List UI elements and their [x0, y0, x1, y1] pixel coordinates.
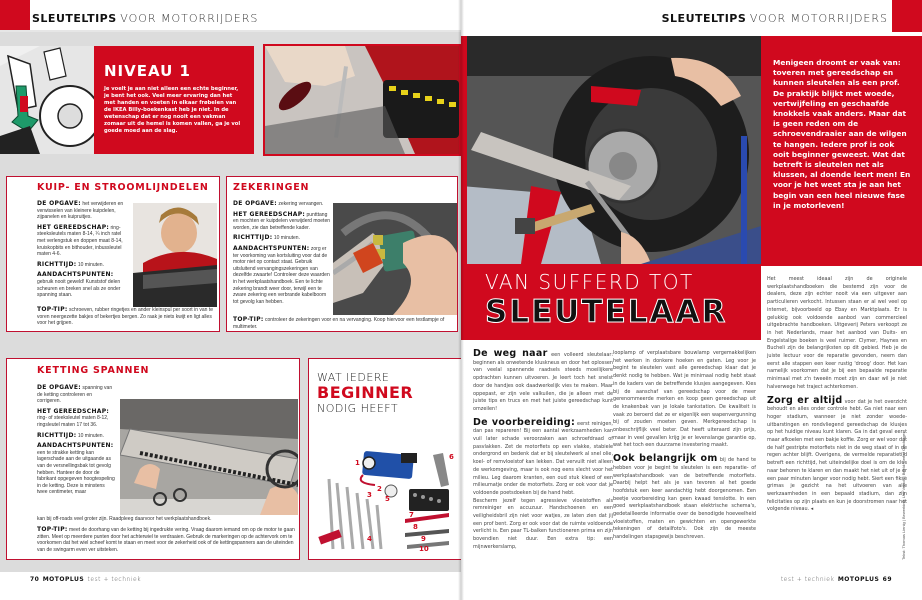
paragraph	[473, 416, 613, 498]
tool-number-6: 6	[449, 453, 454, 461]
time-label: RICHTTIJD:	[233, 234, 273, 242]
task-text: spanning van de ketting controleren en corrigeren.	[37, 385, 113, 405]
page-number: 70	[30, 576, 40, 583]
paragraph-lead: Zorg er altijd	[767, 394, 843, 406]
tool-number-5: 5	[385, 495, 390, 503]
fuses-text	[233, 197, 333, 305]
fuses-attention	[233, 246, 333, 305]
level-title: NIVEAU 1	[104, 62, 191, 80]
tools-label: HET GEREEDSCHAP:	[233, 210, 306, 218]
hero-photo	[461, 36, 761, 264]
time-text: 10 minuten.	[273, 235, 300, 242]
paragraph-text: Bescherm jezelf tegen agressieve vloeistoffen als remreiniger en accuzuur. Handschoenen en een veiligheidsbril zijn niet voor watjes, ze laten zien dat jij een prof bent. Zorg er ook voor dat de ruimte voldoende verlicht is. Een paar TL-balken functioneren prima en zijn bovendien niet duur. Een extra tip: een mijnwerkerslamp,	[473, 497, 613, 550]
fairing-toptip	[37, 307, 217, 327]
toptip-label: TOP-TIP:	[233, 316, 264, 323]
task-label: DE OPGAVE:	[37, 200, 81, 207]
task-text: het verwijderen en verwisselen van kleinere kuipdelen, zijpanelen en kuipruitjes.	[37, 201, 124, 221]
toptip-text: controleer de zekeringen voor en na vervanging. Koop hiervoor een testlampje of multimeter.	[233, 317, 445, 330]
level-text: Je voelt je aan niet alleen een echte beginner, je bent het ook. Veel meer ervaring dan het met handen en voeten in elkaar frøbelen van de IKEA Billy-boekenkast heb je niet. In de wetenschap dat er nog nooit een vakman zomaar uit de hemel is komen vallen, ga je vol goede moed aan de slag.	[104, 86, 241, 134]
fairing-tools	[37, 225, 127, 258]
tools-text: puntttang en mochten er kuipdelen verwijderd moeten worden, zie dan betreffende kader.	[233, 211, 330, 231]
paragraph-text: Het meest ideaal zijn de originele werkplaatshandboeken die bestemd zijn voor de dealers, deze zijn echter nooit via een uitgever aan particulieren verkocht. Intussen staan er al wel veel op internet, bijvoorbeeld op Ebay en Marktplaats. Er is gelukkig ook voldoende aanbod van commercieel uitgebrachte handboeken. Uitgeverij Peters verkoopt ze in het Nederlands, maar het aanbod van Duits- en Engelstalige boeken is veel ruimer. Clymer, Haynes en Bucheli zijn de belangrijksten op dit gebied. Heb je de juiste lectuur voor de reparatie gevonden, neem dan eerst alle stappen een keer rustig 'droog' door. Het kan namelijk voorkomen dat je bij een bepaalde reparatie minimaal met z'n tweeën moet zijn en daar wil je niet halverwege het traject achterkomen.	[767, 276, 907, 390]
tool-number-10: 10	[419, 545, 429, 553]
toptip-text: schroeven, rubber ringetjes en ander kleinspul per soort in van te voren neergezette bakjes of bekertjes bergen. Zo raak je niets kwijt en ligt alles voor het grijpen.	[37, 307, 213, 327]
paragraph	[473, 350, 613, 414]
tools-text: ring- of steeksleutel maten 8-12, ringsleutel maten 17 tot 36.	[37, 415, 109, 428]
header-title-bold: SLEUTELTIPS	[32, 12, 117, 25]
right-header	[461, 0, 922, 32]
chain-title: KETTING SPANNEN	[37, 365, 150, 376]
attention-label: AANDACHTSPUNTEN:	[233, 244, 310, 252]
time-label: RICHTTIJD:	[37, 431, 77, 439]
fuses-task	[233, 201, 333, 208]
task-label: DE OPGAVE:	[233, 200, 277, 207]
tool-number-2: 2	[377, 485, 382, 493]
tool-number-8: 8	[413, 523, 418, 531]
tools-label: HET GEREEDSCHAP:	[37, 407, 110, 415]
time-text: 10 minuten.	[77, 261, 104, 268]
paragraph-text: voor dat je het overzicht behoudt en alles onder controle hebt. Ga niet naar een hoger stadium, wanneer je niet zonder woede-uitbarstingen en rondvliegend gereedschap de klusjes op het huidige niveau kunt klaren. Ga in dat geval eerst maar afkoelen met een bakje koffie. Zorg er wel voor dat de half gestripte motorfiets niet in de weg staat of in de regen achter blijft. Overigens, de vermelde reparatietijd betreft een richttijd, het uiteindelijke doel is om de klus naar behoren te klaren en dan maakt het niet uit of je er een paar minuten langer voor nodig hebt. Siert een fikse grimas je gezicht na het uitvoeren van alle werkzaamheden in een bepaald stadium, dan zijn felicitaties op zijn plaats en kun je doorstromen naar het volgende niveau. ◂	[767, 398, 907, 513]
tools-label: HET GEREEDSCHAP:	[37, 223, 110, 231]
tools-illustration	[315, 449, 455, 557]
chain-tools	[37, 409, 115, 429]
intro-box	[761, 36, 922, 266]
task-label: DE OPGAVE:	[37, 384, 81, 391]
left-header	[0, 0, 461, 32]
header-title	[32, 12, 258, 25]
beginner-box	[308, 358, 461, 560]
right-page	[461, 0, 922, 600]
attention-text: gebruik nooit geweld! Kunststof delen scheuren en breken snel als ze onder spanning staan.	[37, 278, 121, 299]
paragraph-text: eerst reinigen, dan pas repareren! Bij een aantal werkzaamheden kan vuil later schade veroorzaken aan schroefdraad of pasvlakken. Zet de motorfiets op een vlakke, stabiele ondergrond en bedenk dat er bij sleutelwerk al snel olie, koel- of remvloeistof kan lekken. Dat vervuilt niet alleen de werkomgeving, maar is ook nog eens slecht voor het milieu. Leg daarom kranten, een oud stuk kleed of een milieumatje onder de motorfiets. Zorg er ook voor dat je voldoende poetsdoeken bij de hand hebt.	[473, 420, 613, 496]
toptip-label: TOP-TIP:	[37, 526, 68, 533]
fuses-title: ZEKERINGEN	[233, 182, 310, 193]
fuses-photo	[333, 203, 457, 315]
paragraph	[613, 350, 756, 450]
paragraph	[767, 394, 907, 515]
article-column-3	[767, 276, 907, 519]
fairing-text	[37, 197, 127, 299]
left-folio	[30, 576, 141, 583]
section-name: test + techniek	[780, 576, 835, 583]
paragraph	[473, 498, 613, 552]
article-column-1	[473, 350, 613, 557]
chain-task	[37, 385, 115, 405]
attention-label: AANDACHTSPUNTEN:	[37, 442, 114, 450]
chain-time	[37, 433, 115, 440]
page-spine	[458, 0, 464, 600]
credits-text: Tekst: Thomas Lienig | Bewerking: Leif Vetsch | Beeld: Bernd Olschlager	[901, 431, 906, 560]
magazine-name: MOTOPLUS	[42, 576, 85, 583]
header-red-tab	[0, 0, 30, 32]
fairing-photo	[133, 203, 217, 307]
fuses-box	[226, 176, 458, 332]
tools-text: ring-steeksleutels maten 8-14, ¼ inch ratel met verlengstuk en doppen maat 8-14, kruiskopbits en bithouder, inbussleutel maten 4-6.	[37, 224, 123, 258]
time-label: RICHTTIJD:	[37, 260, 77, 268]
header-title-thin: VOOR MOTORRIJDERS	[120, 12, 259, 25]
fuses-time	[233, 235, 333, 242]
level-illustration	[0, 46, 96, 154]
attention-text: een te strakke ketting kan lagerschade aan de uitgaande as van de versnellingsbak tot gevolg hebben. Hanteer de door de fabrikant opgegeven hoogtespeling in de ketting. Deze is minstens twee centimeter, maar	[37, 449, 115, 496]
article-title-line1: VAN SUFFERD TOT	[485, 270, 694, 294]
paragraph-text: een volleerd sleutelaar: beginnen als onwetende kluskneus en door het oplossen van veelal spannende raadsels steeds moeilijkere opdrachten kunnen uitvoeren. Je leert toch het snelst door de handjes ook daadwerkelijk vies te maken. Maar oppepast, er zijn vele valkuilen, die je alleen met de juiste tips en trucs en met het juiste gereedschap kunt omzeilen!	[473, 352, 613, 412]
paragraph-text: bij de hand te hebben voor je begint te sleutelen is een reparatie- of werkplaatshandboek van de betreffende motorfiets. Daarbij helpt het als je van tevoren al het goede hoofdstuk een keer aandachtig hebt doorgenomen. Een beetje voorbereiding kan geen kwaad tenslotte. In een goed werkplaatshandboek staan elektrische schema's, gedetailleerde informatie over de benodigde hoeveelheid vloeistoffen, maten en gewichten en opengewerkte tekeningen of detailfoto's. Ook zijn de meeste handelingen stapsgewijs beschreven.	[613, 457, 756, 541]
tool-number-7: 7	[409, 511, 414, 519]
fairing-title: KUIP- EN STROOMLIJNDELEN	[37, 182, 209, 193]
paragraph-lead: Ook belangrijk om	[613, 453, 718, 465]
battery-photo	[263, 44, 461, 156]
chain-box	[6, 358, 300, 560]
right-folio	[781, 576, 892, 583]
header-title-thin: VOOR MOTORRIJDERS	[749, 12, 888, 25]
chain-text	[37, 381, 115, 496]
paragraph	[767, 276, 907, 392]
beginner-line2: BEGINNER	[317, 383, 414, 402]
beginner-line1: WAT IEDERE	[317, 371, 390, 384]
page-number: 69	[882, 576, 892, 583]
fuses-toptip	[233, 317, 453, 330]
header-title	[662, 12, 888, 25]
tool-number-9: 9	[421, 535, 426, 543]
toptip-label: TOP-TIP:	[37, 306, 68, 313]
intro-text: Menigeen droomt er vaak van: toveren met gereedschap en kunnen sleutelen als een prof. De praktijk blijkt met woede, vertwijfeling en geschaafde knokkels vaak anders. Maar dat is geen reden om de schroevendraaier aan de wilgen te hangen. Iedere prof is ook ooit beginner geweest. Wat dat betreft is sleutelen net als klussen, al doende leert men! En voor je het weet sta je aan het begin van een heel nieuwe fase in je motorleven!	[773, 58, 911, 210]
paragraph	[613, 455, 756, 542]
paragraph-lead: De weg naar	[473, 348, 548, 359]
article-title-line2: SLEUTELAAR	[485, 294, 728, 330]
toptip-text: meet de doorhang van de ketting bij ingedrukte vering. Vraag daarom iemand om op de motor te gaan zitten. Meet op meerdere punten door het achterwiel te verdraaien. Gebruik de markeringen op de achtervork om te voorkomen dat het wiel scheef komt te staan en meet voor de zekerheid ook of de kettingspanners aan de uiteinden van de swingarm even ver uitsteken.	[37, 527, 295, 553]
task-text: zekering vervangen.	[278, 201, 324, 207]
fairing-task	[37, 201, 127, 221]
chain-toptip	[37, 527, 299, 553]
time-text: 10 minuten.	[77, 432, 104, 439]
fuses-tools	[233, 212, 333, 232]
fairing-box	[6, 176, 220, 332]
attention-label: AANDACHTSPUNTEN:	[37, 271, 114, 279]
photo-credits	[901, 431, 909, 560]
section-name: test + techniek	[87, 576, 142, 583]
magazine-name: MOTOPLUS	[837, 576, 880, 583]
chain-photo	[120, 399, 298, 515]
chain-attention-continued: kan bij off-roads veel groter zijn. Raadpleeg daarvoor het werkplaatshandboek.	[37, 516, 212, 522]
beginner-line3: NODIG HEEFT	[317, 402, 399, 415]
level-box	[94, 46, 254, 154]
article-column-2	[613, 350, 756, 547]
tool-number-3: 3	[367, 491, 372, 499]
header-title-bold: SLEUTELTIPS	[661, 12, 747, 25]
paragraph-lead: De voorbereiding:	[473, 416, 576, 428]
chain-attention	[37, 443, 115, 496]
tool-number-1: 1	[355, 459, 360, 467]
paragraph-text: looplamp of verplaatsbare bouwlamp vergemakkelijken het werken in donkere hoeken en gaten. Leg voor je begint te sleutelen vast alle gereedschap klaar dat je denkt nodig te hebben. Wat je minimaal nodig hebt staat in de kaders van de betreffende klusjes aangegeven. Kies bij de aanschaf van gereedschap voor de meer gerenommeerde merken en koop geen gereedschap uit de knakenbak van je lokale tankstation. De kwaliteit is vaak zo beroerd dat ze er eigenlijk een wapenvergunning bij of zouden moeten geven. Merkgereedschap is onbeschrijflijk veel beter. Dat heeft uiteraard zijn prijs, maar in veel gevallen krijg je er levenslange garantie op, wat het toch een duurzame investering maakt.	[613, 350, 756, 449]
fairing-attention	[37, 272, 127, 298]
header-red-tab	[892, 0, 922, 32]
fairing-time	[37, 262, 127, 269]
tool-number-4: 4	[367, 535, 372, 543]
attention-text: zorg er ter voorkoming van kortsluiting voor dat de motor niet op contact staat. Gebruik uitsluitend vervangingszekeringen van dezelfde zwaarte! Controleer deze waarden in het werkplaatshandboek. Een te lichte zekering brandt weer door, terwijl een te zware zekering een verbrande kabelboom tot gevolg kan hebben.	[233, 245, 330, 305]
